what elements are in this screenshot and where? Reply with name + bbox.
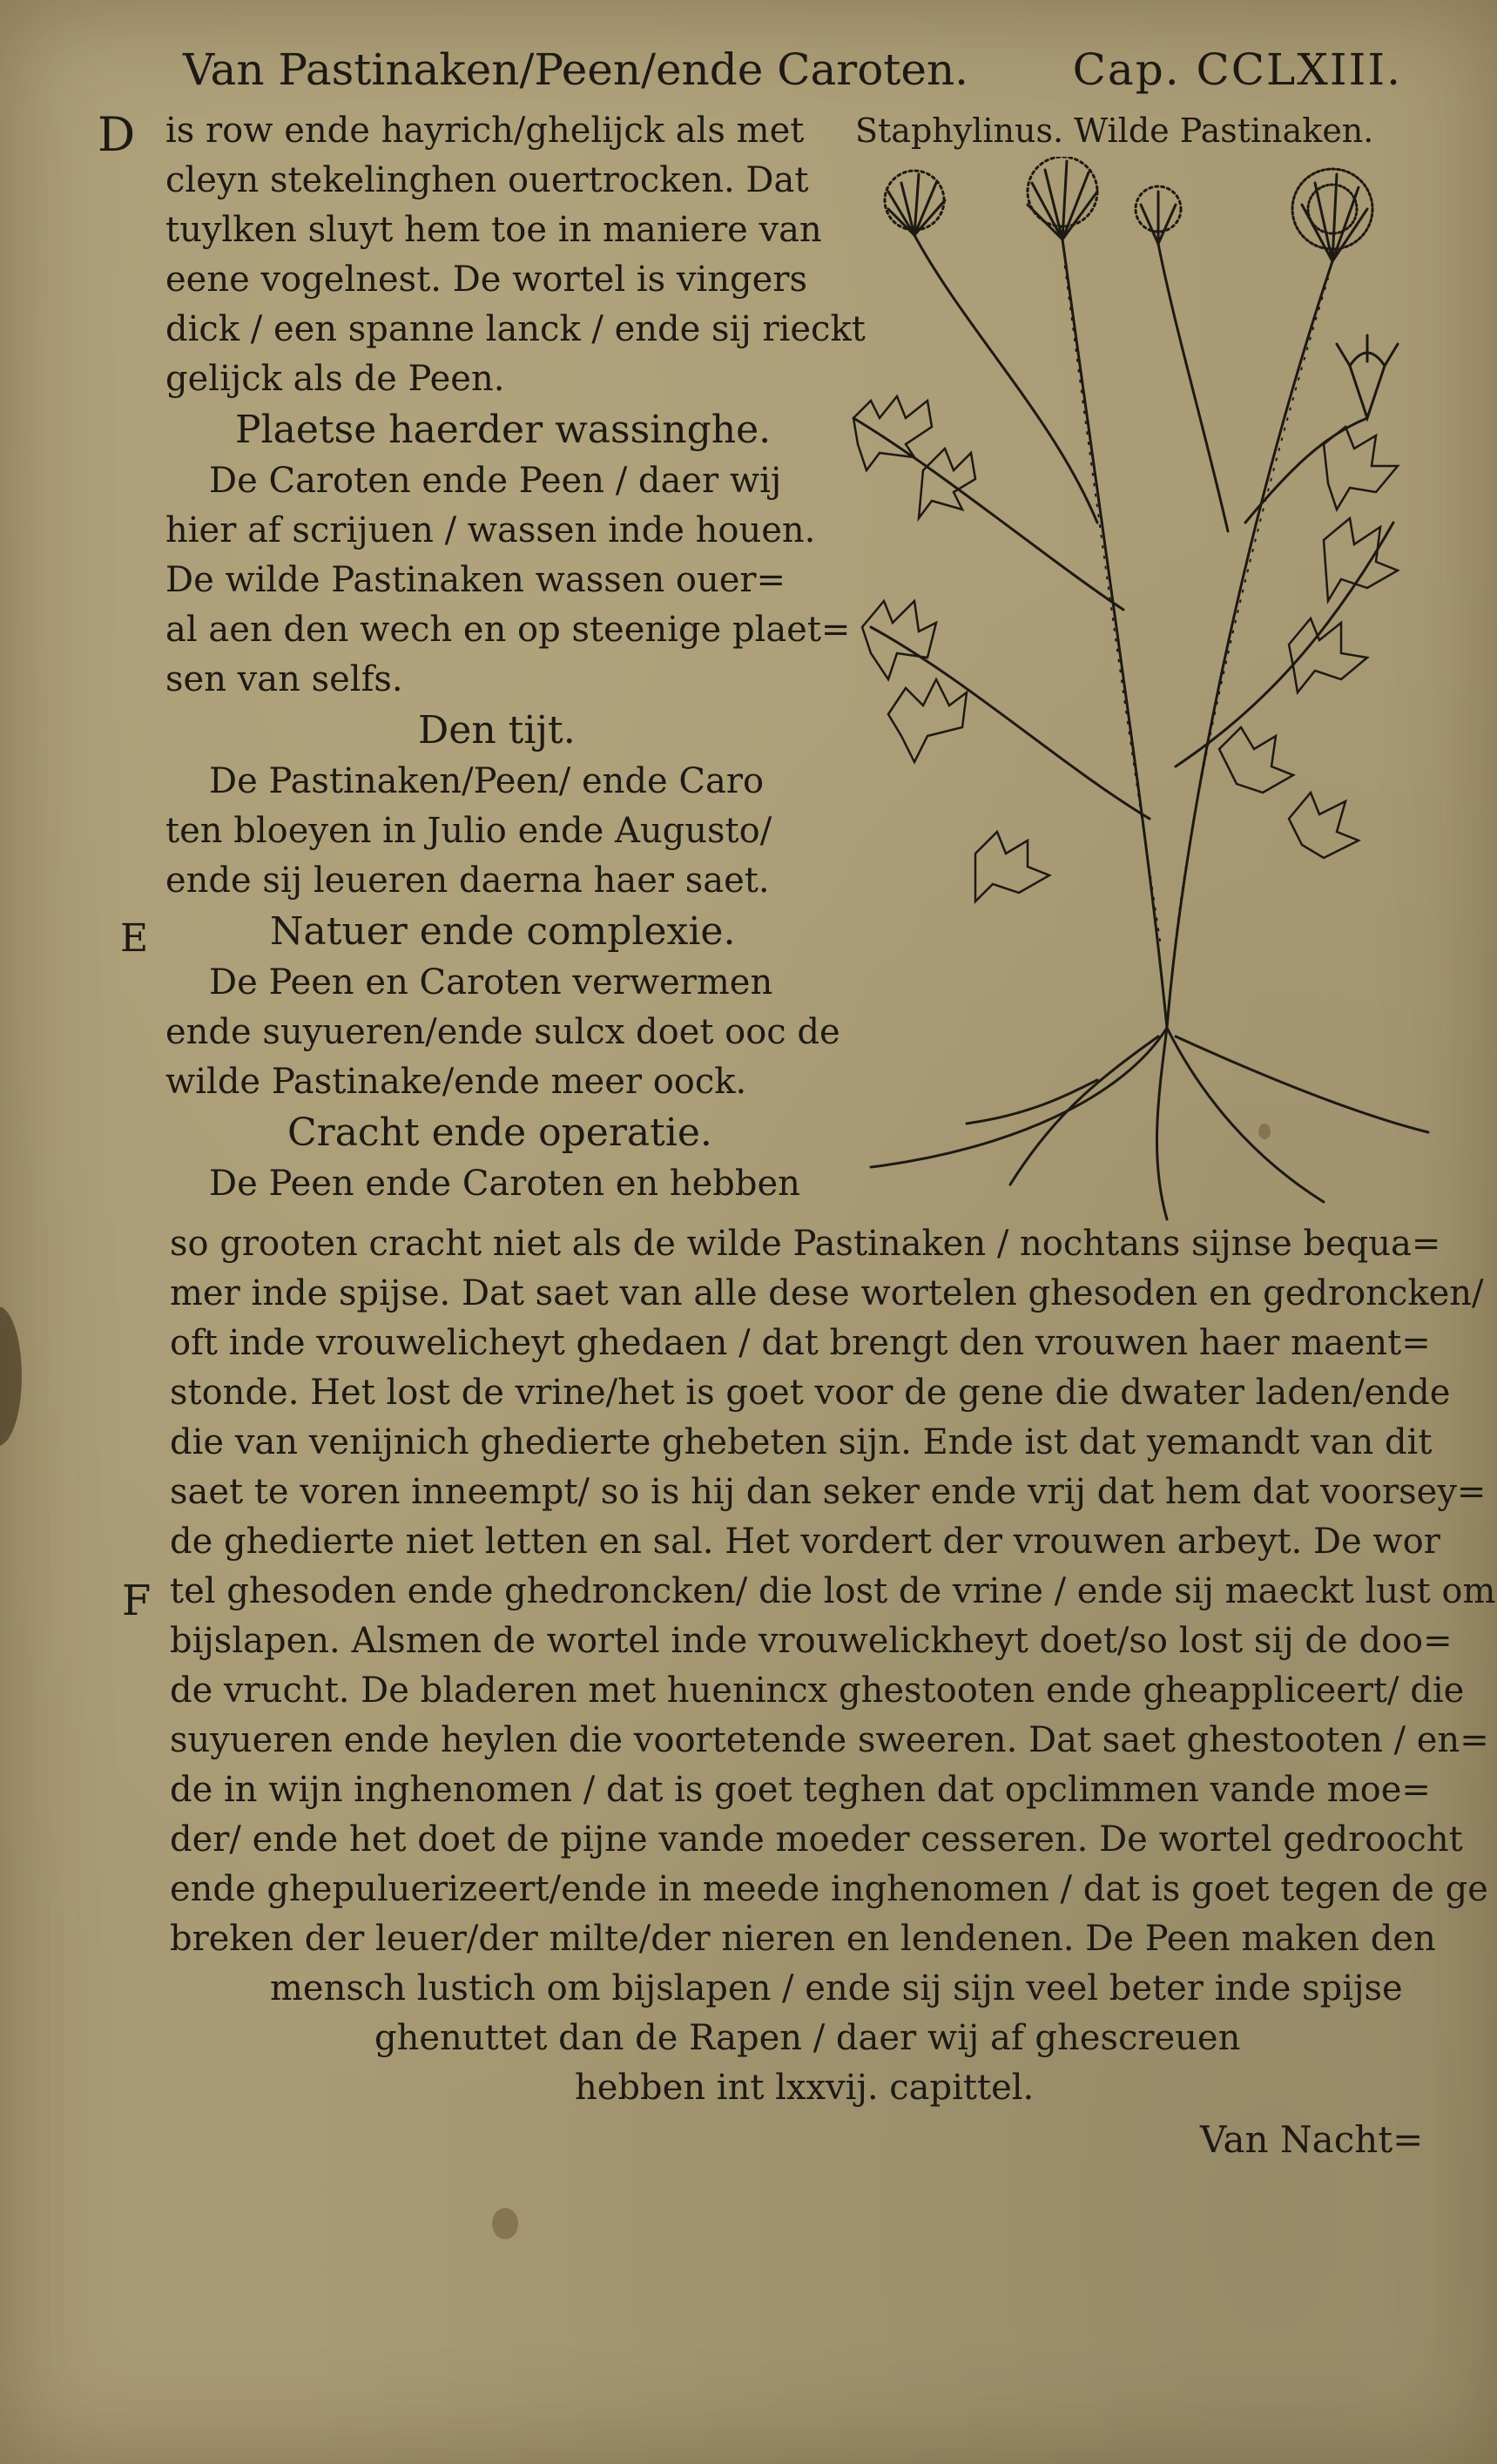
leaf bbox=[1324, 427, 1398, 510]
text-line: De Peen ende Caroten en hebben bbox=[209, 1164, 800, 1204]
text-line: wilde Pastinake/ende meer oock. bbox=[165, 1062, 747, 1102]
full-width-text bbox=[170, 1219, 1496, 2113]
text-line: ghenuttet dan de Rapen / daer wij af ghescreuen bbox=[374, 2018, 1241, 2058]
leaf bbox=[975, 832, 1049, 901]
text-line: eene vogelnest. De wortel is vingers bbox=[165, 260, 807, 300]
text-line: ende ghepuluerizeert/ende in meede inghenomen / dat is goet tegen de ge bbox=[170, 1869, 1488, 1909]
plant-root bbox=[871, 1028, 1428, 1219]
text-line: de ghedierte niet letten en sal. Het vordert der vrouwen arbeyt. De wor bbox=[170, 1522, 1440, 1562]
page-stain bbox=[0, 1306, 22, 1446]
text-line: so grooten cracht niet als de wilde Pastinaken / nochtans sijnse bequa= bbox=[170, 1224, 1441, 1264]
text-line: bijslapen. Alsmen de wortel inde vrouwelickheyt doet/so lost sij de doo= bbox=[170, 1621, 1453, 1661]
text-line: gelijck als de Peen. bbox=[165, 359, 505, 399]
chapter-number: Cap. CCLXIII. bbox=[1072, 44, 1402, 95]
leaf bbox=[1324, 518, 1398, 601]
text-line: is row ende hayrich/ghelijck als met bbox=[165, 111, 805, 151]
text-line: De wilde Pastinaken wassen ouer= bbox=[165, 560, 786, 600]
text-line: ten bloeyen in Julio ende Augusto/ bbox=[165, 811, 772, 851]
text-line: de in wijn inghenomen / dat is goet teghen dat opclimmen vande moe= bbox=[170, 1770, 1431, 1810]
text-line: al aen den wech en op steenige plaet= bbox=[165, 610, 851, 650]
text-line: tel ghesoden ende ghedroncken/ die lost de vrine / ende sij maeckt lust om bbox=[170, 1571, 1496, 1611]
page-stain bbox=[492, 2208, 518, 2239]
leaf bbox=[919, 449, 975, 518]
text-line: De Pastinaken/Peen/ ende Caro bbox=[209, 761, 765, 801]
plant-stem bbox=[914, 235, 1097, 523]
text-line: mer inde spijse. Dat saet van alle dese wortelen ghesoden en gedroncken/ bbox=[170, 1273, 1484, 1313]
plant-stem bbox=[853, 418, 1123, 610]
illustration-caption: Staphylinus. Wilde Pastinaken. bbox=[855, 111, 1374, 150]
text-line: breken der leuer/der milte/der nieren en lendenen. De Peen maken den bbox=[170, 1919, 1436, 1959]
text-line: ende suyueren/ende sulcx doet ooc de bbox=[165, 1012, 840, 1052]
section-heading-place: Plaetse haerder wassinghe. bbox=[235, 408, 772, 452]
flower-umbel bbox=[1028, 157, 1097, 240]
margin-letter: E bbox=[120, 916, 149, 961]
plant-stem bbox=[1062, 240, 1167, 1028]
text-line: saet te voren inneempt/ so is hij dan seker ende vrij dat hem dat voorsey= bbox=[170, 1472, 1487, 1512]
section-heading-nature: Natuer ende complexie. bbox=[270, 909, 736, 954]
text-line: sen van selfs. bbox=[165, 659, 403, 699]
text-line: mensch lustich om bijslapen / ende sij sijn veel beter inde spijse bbox=[270, 1968, 1403, 2008]
text-line: die van venijnich ghedierte ghebeten sijn. Ende ist dat yemandt van dit bbox=[170, 1422, 1433, 1462]
text-line: dick / een spanne lanck / ende sij rieckt bbox=[165, 309, 866, 349]
plant-stem bbox=[1167, 261, 1332, 1028]
text-line: cleyn stekelinghen ouertrocken. Dat bbox=[165, 160, 809, 200]
catchword: Van Nacht= bbox=[1200, 2118, 1424, 2161]
text-column bbox=[131, 106, 866, 1209]
section-heading-time: Den tijt. bbox=[418, 708, 576, 753]
plant-stem bbox=[1176, 523, 1393, 766]
text-line: suyueren ende heylen die voortetende sweeren. Dat saet ghestooten / en= bbox=[170, 1720, 1489, 1760]
text-line: De Peen en Caroten verwermen bbox=[209, 962, 773, 1002]
leaf bbox=[1289, 793, 1359, 858]
text-line: hebben int lxxvij. capittel. bbox=[575, 2068, 1035, 2108]
text-line: ende sij leueren daerna haer saet. bbox=[165, 861, 770, 901]
flower-umbel bbox=[1136, 186, 1181, 244]
plant-woodcut-illustration bbox=[836, 157, 1437, 1237]
flower-umbel bbox=[885, 171, 945, 235]
text-line: stonde. Het lost de vrine/het is goet voor de gene die dwater laden/ende bbox=[170, 1373, 1451, 1413]
leaf bbox=[853, 396, 932, 470]
running-header bbox=[183, 35, 1402, 105]
text-line: oft inde vrouwelicheyt ghedaen / dat brengt den vrouwen haer maent= bbox=[170, 1323, 1431, 1363]
text-line: tuylken sluyt hem toe in maniere van bbox=[165, 210, 822, 250]
text-line: hier af scrijuen / wassen inde houen. bbox=[165, 510, 816, 550]
leaf bbox=[862, 601, 936, 679]
text-line: der/ ende het doet de pijne vande moeder cesseren. De wortel gedroocht bbox=[170, 1819, 1463, 1860]
section-heading-power: Cracht ende operatie. bbox=[287, 1110, 712, 1155]
text-line: De Caroten ende Peen / daer wij bbox=[209, 461, 782, 501]
flower-umbel bbox=[1292, 169, 1372, 261]
leaf bbox=[1219, 727, 1293, 793]
header-title: Van Pastinaken/Peen/ende Caroten. bbox=[183, 44, 969, 95]
margin-letter: F bbox=[122, 1576, 152, 1625]
leaf bbox=[888, 679, 967, 762]
plant-stem bbox=[1158, 244, 1228, 531]
text-line: de vrucht. De bladeren met huenincx ghestooten ende gheappliceert/ die bbox=[170, 1671, 1465, 1711]
drop-initial: D bbox=[98, 107, 136, 162]
seed-head bbox=[1337, 335, 1398, 418]
